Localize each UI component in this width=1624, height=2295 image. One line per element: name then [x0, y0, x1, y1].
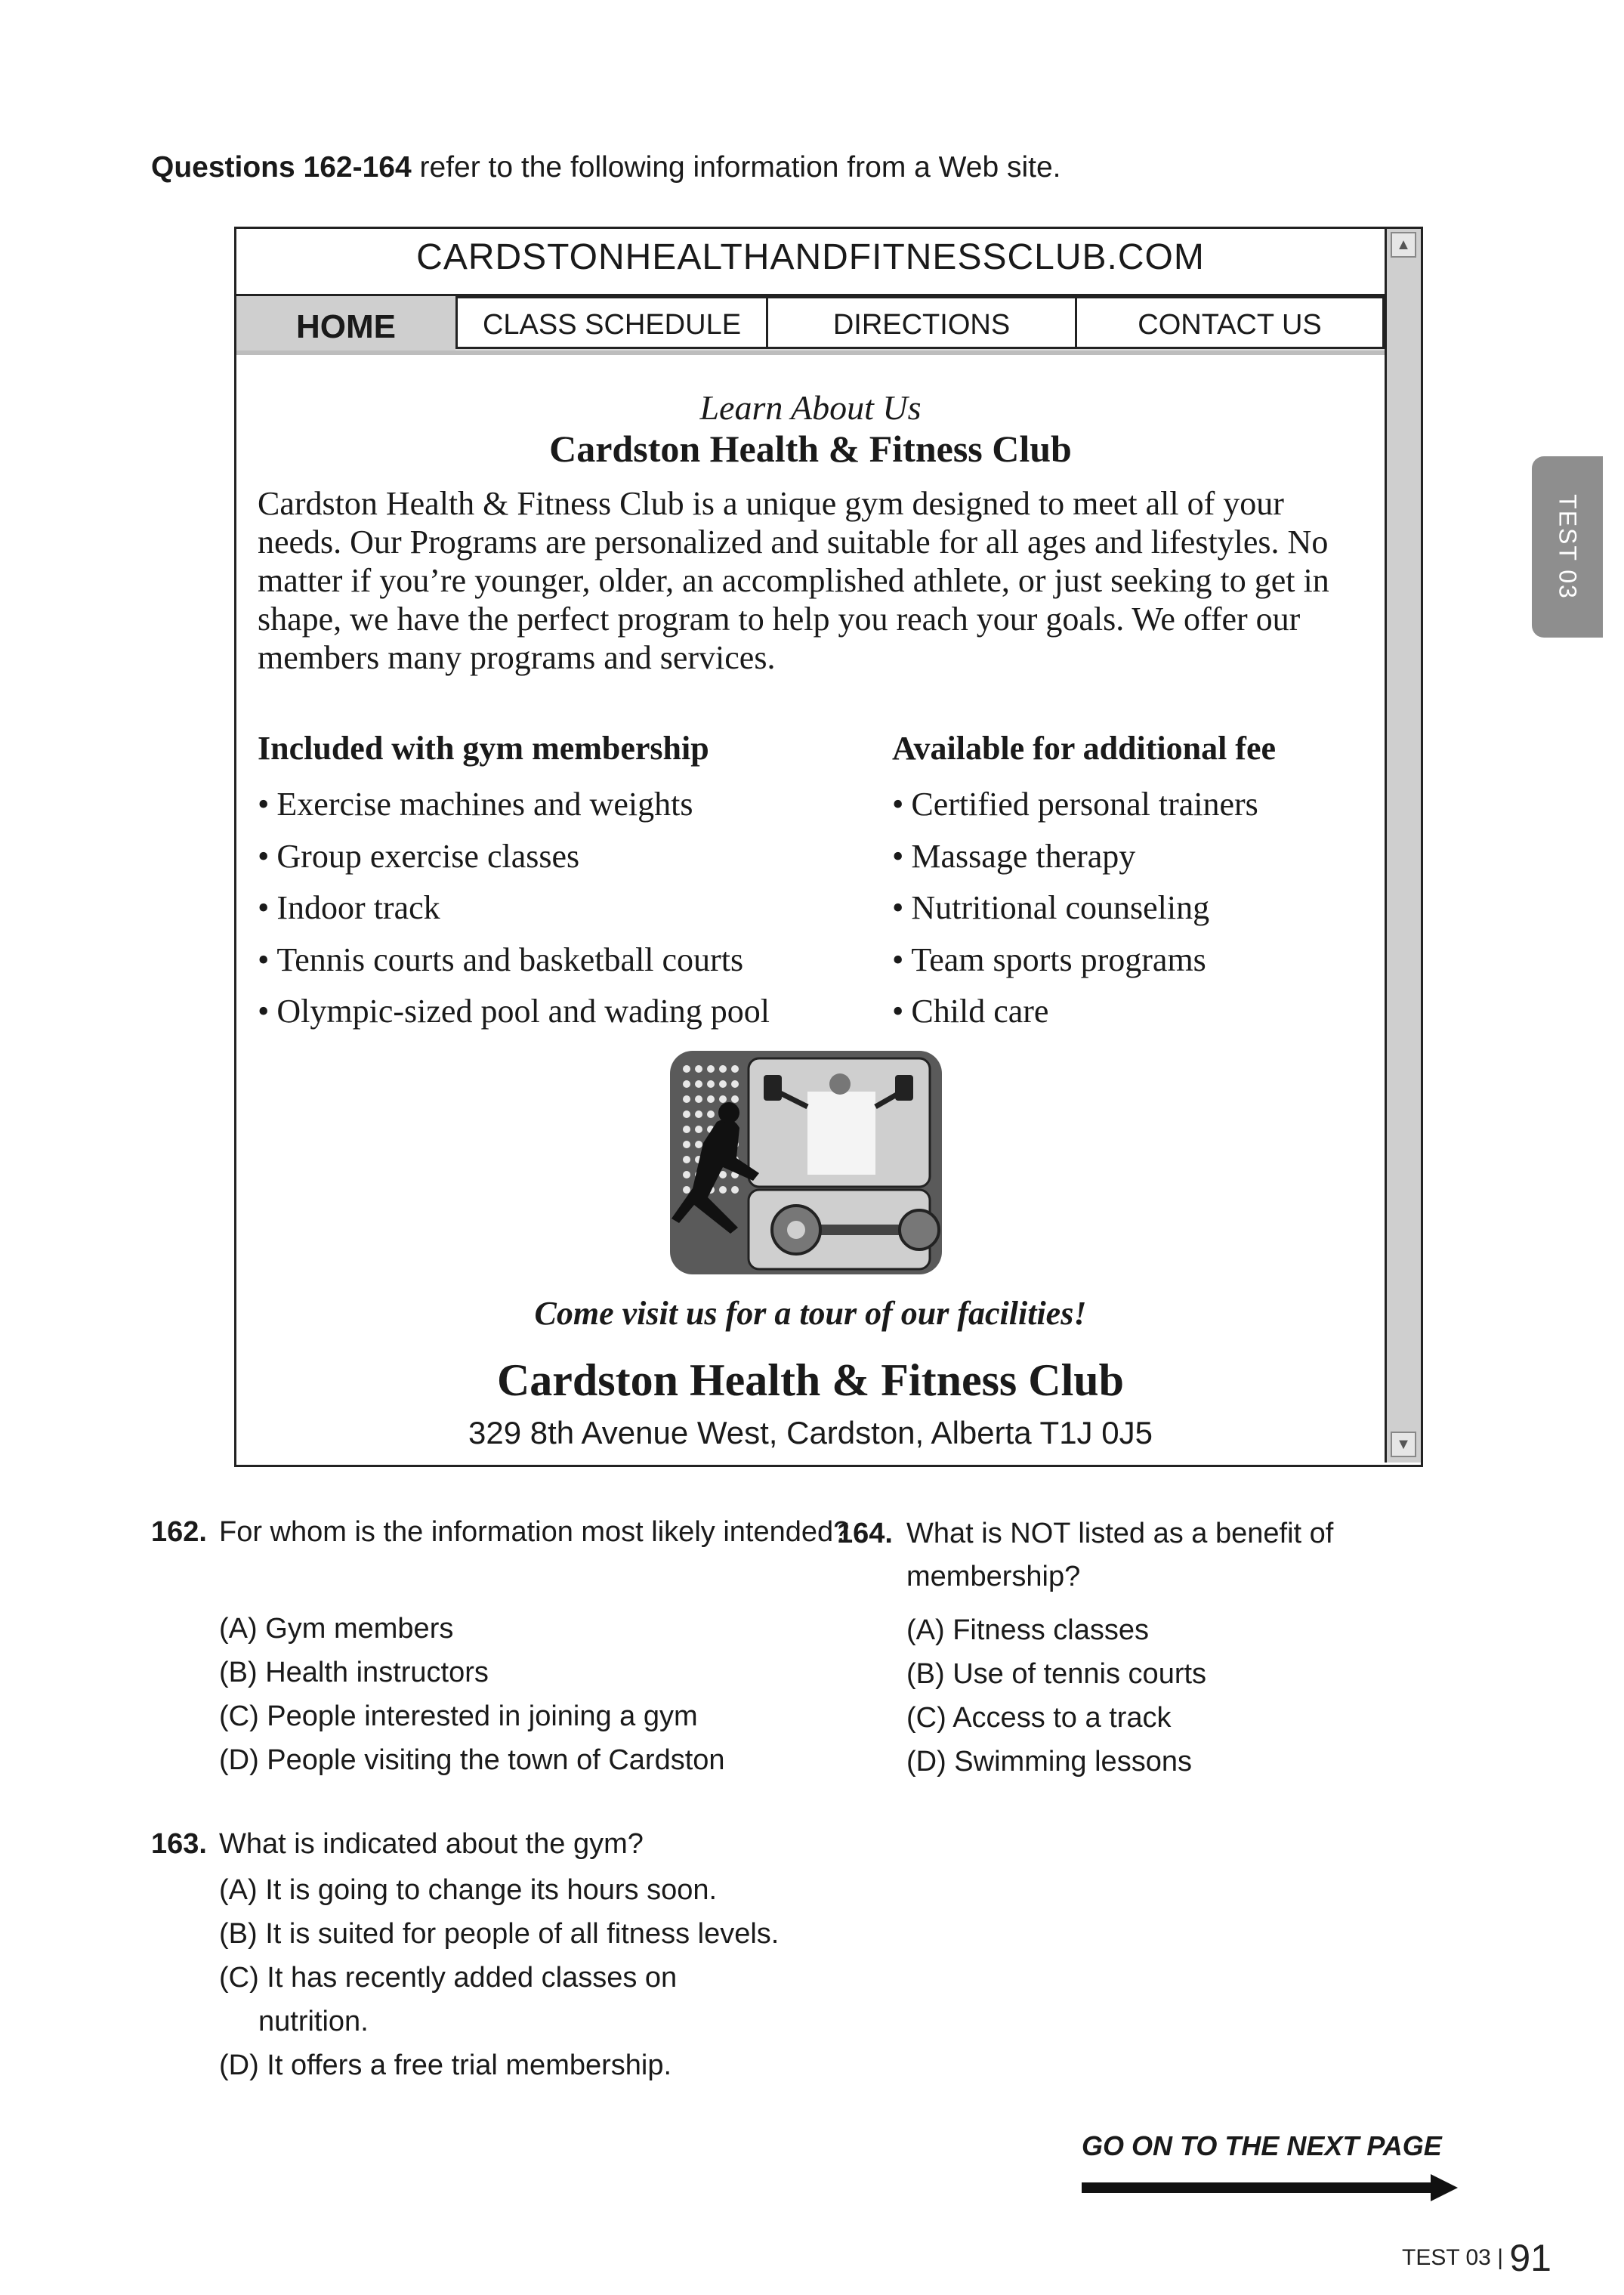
answer-option[interactable]: (D) Swimming lessons: [906, 1746, 1192, 1778]
list-item: • Child care: [892, 986, 1258, 1038]
scroll-down-icon[interactable]: ▼: [1391, 1432, 1416, 1457]
list-item: • Indoor track: [258, 882, 770, 934]
additional-fee-list: [892, 779, 1258, 1038]
side-tab-label: TEST 03: [1554, 494, 1582, 600]
answer-option[interactable]: (D) It offers a free trial membership.: [219, 2049, 672, 2081]
additional-fee-heading: Available for additional fee: [892, 730, 1277, 767]
question-162: [151, 1511, 850, 1783]
answer-option[interactable]: (B) It is suited for people of all fitness levels.: [219, 1918, 780, 1950]
page-footer: [1402, 2236, 1551, 2280]
answer-option[interactable]: (C) Access to a track: [906, 1702, 1172, 1734]
list-item: • Team sports programs: [892, 934, 1258, 987]
answer-option[interactable]: (A) It is going to change its hours soon.: [219, 1874, 718, 1906]
gym-illustration: [664, 1046, 959, 1280]
about-heading: Learn About Us: [699, 388, 922, 427]
answer-option[interactable]: (D) People visiting the town of Cardston: [219, 1744, 725, 1776]
included-list: [258, 779, 770, 1038]
list-item: • Certified personal trainers: [892, 779, 1258, 831]
tour-invitation: Come visit us for a tour of our facilities!: [534, 1295, 1087, 1332]
test-side-tab: [1532, 456, 1603, 638]
list-item: • Olympic-sized pool and wading pool: [258, 986, 770, 1038]
question-number: 163.: [151, 1828, 207, 1860]
questions-range: Questions 162-164: [151, 151, 412, 184]
answer-option[interactable]: (C) It has recently added classes on: [219, 1962, 678, 1994]
answer-option[interactable]: (A) Fitness classes: [906, 1614, 1149, 1646]
club-name-heading: Cardston Health & Fitness Club: [549, 428, 1072, 470]
list-item: • Massage therapy: [892, 831, 1258, 883]
question-stem: For whom is the information most likely intended?: [219, 1516, 850, 1548]
questions-intro-text: refer to the following information from a Web site.: [419, 151, 1061, 184]
list-item: • Exercise machines and weights: [258, 779, 770, 831]
answer-options: [906, 1608, 1206, 1784]
list-item: • Tennis courts and basketball courts: [258, 934, 770, 987]
footer-club-name: Cardston Health & Fitness Club: [496, 1355, 1125, 1405]
footer-separator: |: [1497, 2245, 1510, 2270]
question-stem: What is indicated about the gym?: [219, 1828, 644, 1860]
page-number: 91: [1509, 2237, 1551, 2279]
footer-test-label: TEST 03: [1402, 2245, 1491, 2270]
scrollbar[interactable]: [1385, 229, 1421, 1463]
arrow-right-icon: [1082, 2173, 1459, 2203]
answer-option-continued: nutrition.: [258, 2006, 369, 2037]
answer-option[interactable]: (B) Health instructors: [219, 1657, 489, 1688]
questions-intro: [151, 151, 1061, 184]
question-number: 164.: [837, 1518, 893, 1549]
site-nav: [236, 296, 1385, 355]
scroll-up-icon[interactable]: ▲: [1391, 232, 1416, 258]
question-stem: What is NOT listed as a benefit of membership?: [906, 1518, 1334, 1592]
question-164: [837, 1512, 1517, 1784]
site-url: CARDSTONHEALTHANDFITNESSCLUB.COM: [416, 237, 1205, 277]
website-frame: [234, 227, 1423, 1467]
list-item: • Group exercise classes: [258, 831, 770, 883]
included-heading: Included with gym membership: [258, 730, 709, 767]
answer-option[interactable]: (A) Gym members: [219, 1613, 454, 1645]
question-number: 162.: [151, 1516, 207, 1548]
answer-options: [219, 1607, 725, 1782]
answer-option[interactable]: (C) People interested in joining a gym: [219, 1700, 698, 1732]
question-163: [151, 1823, 831, 2110]
nav-class-schedule-tab[interactable]: CLASS SCHEDULE: [455, 296, 768, 349]
site-header: [236, 229, 1385, 296]
nav-home-tab[interactable]: HOME: [236, 296, 455, 351]
answer-options: [219, 1868, 779, 2087]
go-next-page-label: GO ON TO THE NEXT PAGE: [1082, 2130, 1442, 2161]
nav-directions-tab[interactable]: DIRECTIONS: [766, 296, 1077, 349]
answer-option[interactable]: (B) Use of tennis courts: [906, 1658, 1207, 1690]
club-address: 329 8th Avenue West, Cardston, Alberta T1J 0J5: [468, 1415, 1153, 1450]
list-item: • Nutritional counseling: [892, 882, 1258, 934]
nav-contact-us-tab[interactable]: CONTACT US: [1075, 296, 1385, 349]
club-description: Cardston Health & Fitness Club is a unique gym designed to meet all of your needs. Our Programs are personalized and suitable for all ages and lifestyles. No matter if you’re younger, older, an accomplished athlete, or just seeking to get in shape, we have the perfect program to help you reach your goals. We offer our members many programs and services.: [258, 485, 1329, 676]
